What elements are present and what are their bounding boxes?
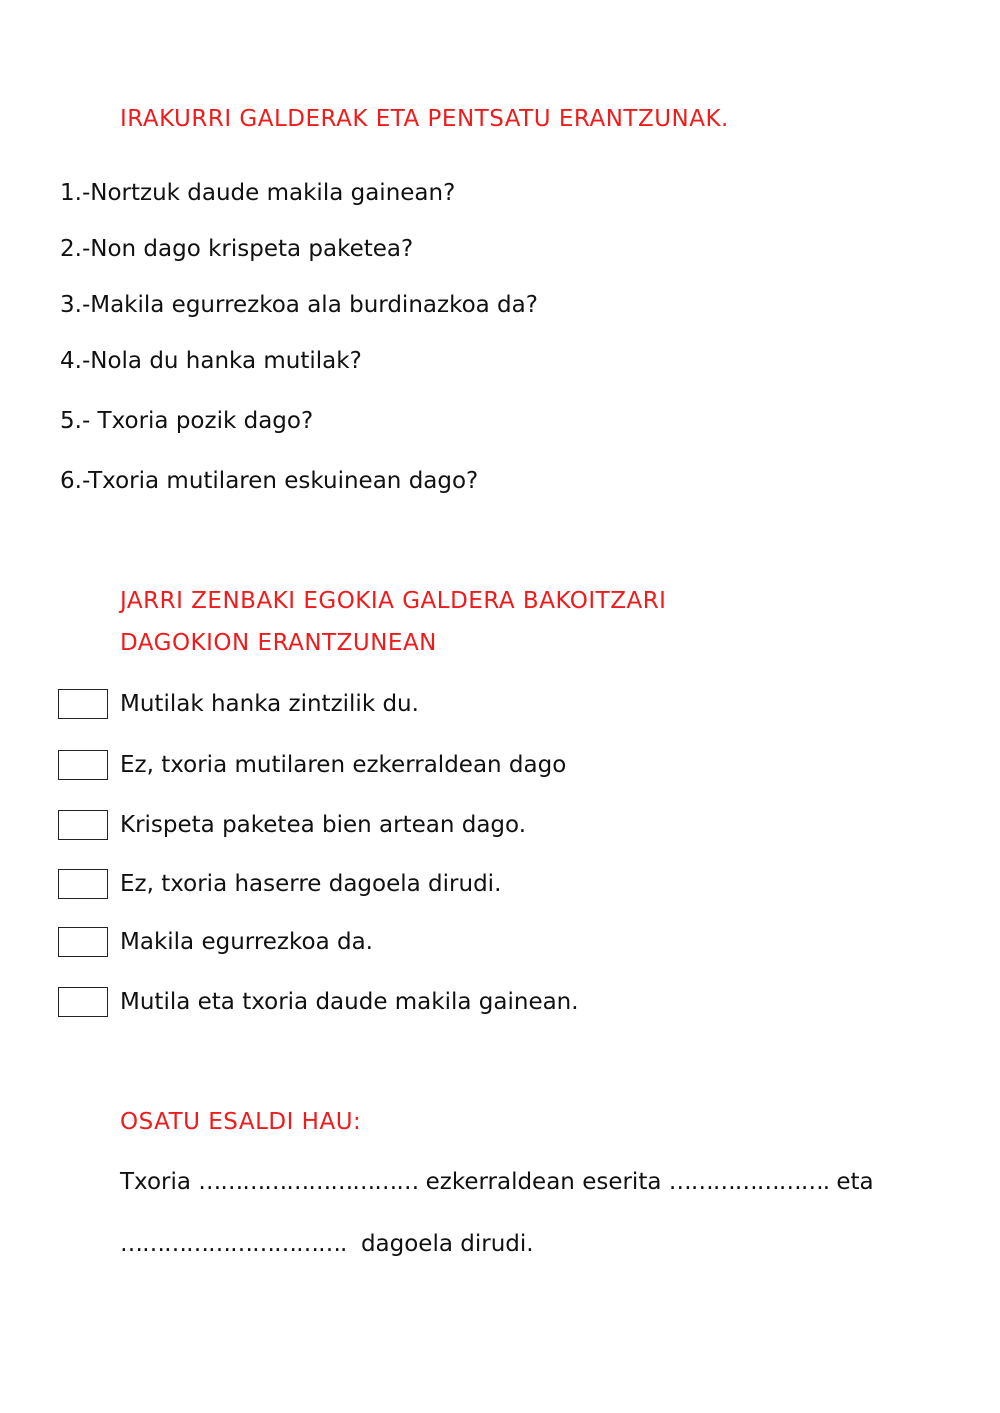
answer-number-box-4[interactable] — [58, 869, 108, 899]
question-2: 2.-Non dago krispeta paketea? — [60, 236, 414, 262]
answer-text-2: Ez, txoria mutilaren ezkerraldean dago — [120, 752, 567, 778]
answer-text-5: Makila egurrezkoa da. — [120, 929, 373, 955]
answer-text-1: Mutilak hanka zintzilik du. — [120, 691, 419, 717]
question-3: 3.-Makila egurrezkoa ala burdinazkoa da? — [60, 292, 538, 318]
fill-blank-3[interactable]: …………………………. — [120, 1231, 347, 1257]
section2-heading-line2: DAGOKION ERANTZUNEAN — [120, 630, 437, 656]
sentence-line-2 — [120, 1229, 534, 1259]
answer-text-6: Mutila eta txoria daude makila gainean. — [120, 989, 579, 1015]
sentence-word-ezkerraldean: ezkerraldean eserita — [425, 1169, 662, 1195]
sentence-word-eta: eta — [836, 1169, 874, 1195]
answer-number-box-1[interactable] — [58, 689, 108, 719]
answer-row — [58, 809, 526, 841]
sentence-word-txoria: Txoria — [120, 1169, 191, 1195]
section1-heading: IRAKURRI GALDERAK ETA PENTSATU ERANTZUNAK. — [120, 106, 729, 132]
answer-row — [58, 926, 373, 958]
answer-row — [58, 688, 419, 720]
answer-row — [58, 986, 579, 1018]
question-6: 6.-Txoria mutilaren eskuinean dago? — [60, 468, 479, 494]
answer-number-box-2[interactable] — [58, 750, 108, 780]
question-1: 1.-Nortzuk daude makila gainean? — [60, 180, 456, 206]
section2-heading-line1: JARRI ZENBAKI EGOKIA GALDERA BAKOITZARI — [120, 588, 667, 614]
fill-blank-1[interactable]: ………………………… — [198, 1169, 419, 1195]
answer-row — [58, 868, 501, 900]
answer-text-4: Ez, txoria haserre dagoela dirudi. — [120, 871, 502, 897]
fill-blank-2[interactable]: …………………. — [668, 1169, 830, 1195]
sentence-word-dagoela: dagoela dirudi. — [360, 1231, 534, 1257]
question-4: 4.-Nola du hanka mutilak? — [60, 348, 362, 374]
question-5: 5.- Txoria pozik dago? — [60, 408, 314, 434]
answer-number-box-5[interactable] — [58, 927, 108, 957]
sentence-line-1 — [120, 1167, 874, 1197]
answer-row — [58, 749, 566, 781]
answer-number-box-3[interactable] — [58, 810, 108, 840]
answer-number-box-6[interactable] — [58, 987, 108, 1017]
section3-heading: OSATU ESALDI HAU: — [120, 1109, 362, 1135]
answer-text-3: Krispeta paketea bien artean dago. — [120, 812, 527, 838]
